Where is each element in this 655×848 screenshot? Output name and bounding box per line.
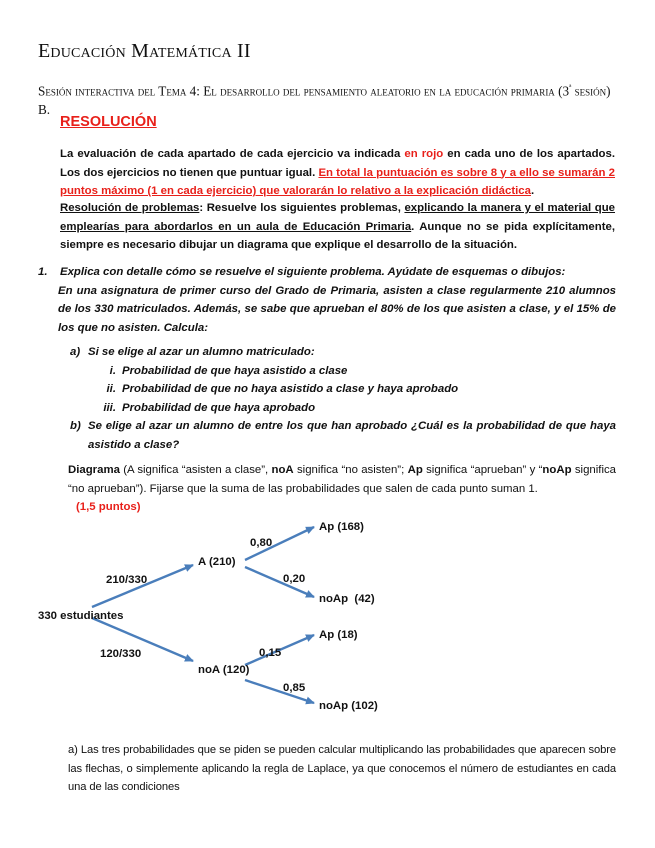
answer-a xyxy=(68,741,616,797)
resolucion-heading: RESOLUCIÓN xyxy=(60,114,157,130)
problem-instructions xyxy=(60,199,615,255)
probability-tree xyxy=(0,500,655,720)
subitem-iii xyxy=(38,399,616,418)
intro-text-1: La evaluación de cada apartado de cada ejercicio va indicada xyxy=(60,148,405,160)
document-title: Educación Matemática II xyxy=(38,40,251,62)
diagram-text-2: significa “no asisten”; xyxy=(293,464,408,476)
tree-root: 330 estudiantes xyxy=(38,610,124,622)
tree-branch-A: 210/330 xyxy=(106,574,148,586)
subitem-i xyxy=(38,362,616,381)
tree-prob-noA-Ap: 0,15 xyxy=(259,647,282,659)
diagram-text-4: significa “no aprueban”). Fijarse que la suma de las probabilidades que salen de cada punto suman 1. xyxy=(68,464,616,495)
question-a xyxy=(38,343,616,362)
subtitle-prefix: Sesión interactiva del Tema 4: El desarrollo del pensamiento aleatorio en la educación primaria (3 xyxy=(38,83,570,99)
tree-branch-noA: 120/330 xyxy=(100,648,142,660)
subitem-iii-label: iii. xyxy=(103,401,116,414)
question-a-label: a) xyxy=(70,346,81,358)
answer-a-label: a) xyxy=(68,744,78,756)
question-a-text: Si se elige al azar un alumno matriculado: xyxy=(88,346,315,358)
tree-leaf-A-noAp: noAp (42) xyxy=(319,593,375,605)
instructions-label: Resolución de problemas xyxy=(60,202,200,214)
problem-prompt-line xyxy=(38,263,616,282)
answer-a-text: Las tres probabilidades que se piden se pueden calcular multiplicando las probabilidades que aparecen sobre las flechas, o simplemente aplicando la regla de Laplace, ya que conocemos el número de estudiantes en cada una de las condiciones xyxy=(68,744,616,793)
intro-text-3: . xyxy=(530,185,535,197)
subitem-ii-label: ii. xyxy=(106,383,116,395)
subtitle-superscript: ª xyxy=(569,83,572,92)
problem-statement: En una asignatura de primer curso del Grado de Primaria, asisten a clase regularmente 210 alumnos de los 330 matriculados. Además, se sabe que aprueban el 80% de los que asisten a clase, y el 15% de los que no asisten. Calcula: xyxy=(58,284,616,334)
tree-node-A: A (210) xyxy=(198,556,236,568)
diagram-noA: noA xyxy=(271,464,294,476)
diagram-noAp: noAp xyxy=(542,464,572,476)
subitem-ii xyxy=(38,380,616,399)
tree-leaf-A-Ap: Ap (168) xyxy=(319,521,364,533)
diagram-text-3: significa “aprueban” y “ xyxy=(422,464,543,476)
subitem-ii-text: Probabilidad de que no haya asistido a clase y haya aprobado xyxy=(122,383,459,395)
subitem-i-text: Probabilidad de que haya asistido a clase xyxy=(122,364,348,377)
evaluation-intro xyxy=(60,145,615,201)
arrow-root-to-A xyxy=(92,565,193,607)
problem-prompt: Explica con detalle cómo se resuelve el siguiente problema. Ayúdate de esquemas o dibujos: xyxy=(60,266,566,278)
intro-red-2: En total la puntuación es sobre 8 y a ello se sumarán 2 puntos máximo (1 en cada ejercicio) que valorarán lo relativo a la explicación didáctica xyxy=(60,166,615,197)
intro-red-1: en rojo xyxy=(404,148,444,160)
instructions-underlined: explicando la manera y el material que emplearías para abordarlos en un aula de Educación Primaria xyxy=(60,202,615,233)
diagram-Ap: Ap xyxy=(407,464,423,476)
subtitle-suffix: sesión) B. xyxy=(38,83,611,118)
problem-number: 1. xyxy=(38,266,48,278)
question-b-text: Se elige al azar un alumno de entre los que han aprobado ¿Cuál es la probabilidad de que haya asistido a clase? xyxy=(88,420,616,451)
problem-1 xyxy=(38,263,616,454)
tree-node-noA: noA (120) xyxy=(198,664,250,676)
tree-prob-noA-noAp: 0,85 xyxy=(283,682,306,694)
instructions-text-2: . Aunque no se pida explícitamente, siempre es necesario dibujar un diagrama que explique el desarrollo de la situación. xyxy=(60,220,615,251)
question-b xyxy=(38,417,616,454)
diagram-label: Diagrama xyxy=(68,464,120,476)
tree-prob-A-noAp: 0,20 xyxy=(283,573,306,585)
subitem-i-label: i. xyxy=(109,364,116,377)
diagram-points: (1,5 puntos) xyxy=(76,501,141,513)
subitem-iii-text: Probabilidad de que haya aprobado xyxy=(122,401,316,414)
tree-leaf-noA-noAp: noAp (102) xyxy=(319,700,378,712)
intro-text-2: en cada uno de los apartados. Los dos ejercicios no tienen que puntuar igual. xyxy=(60,148,615,179)
tree-leaf-noA-Ap: Ap (18) xyxy=(319,629,358,641)
question-b-label: b) xyxy=(70,420,81,432)
instructions-text-1: : Resuelve los siguientes problemas, xyxy=(199,202,405,214)
tree-prob-A-Ap: 0,80 xyxy=(250,537,273,549)
diagram-text-1: (A significa “asisten a clase”, xyxy=(119,464,272,476)
